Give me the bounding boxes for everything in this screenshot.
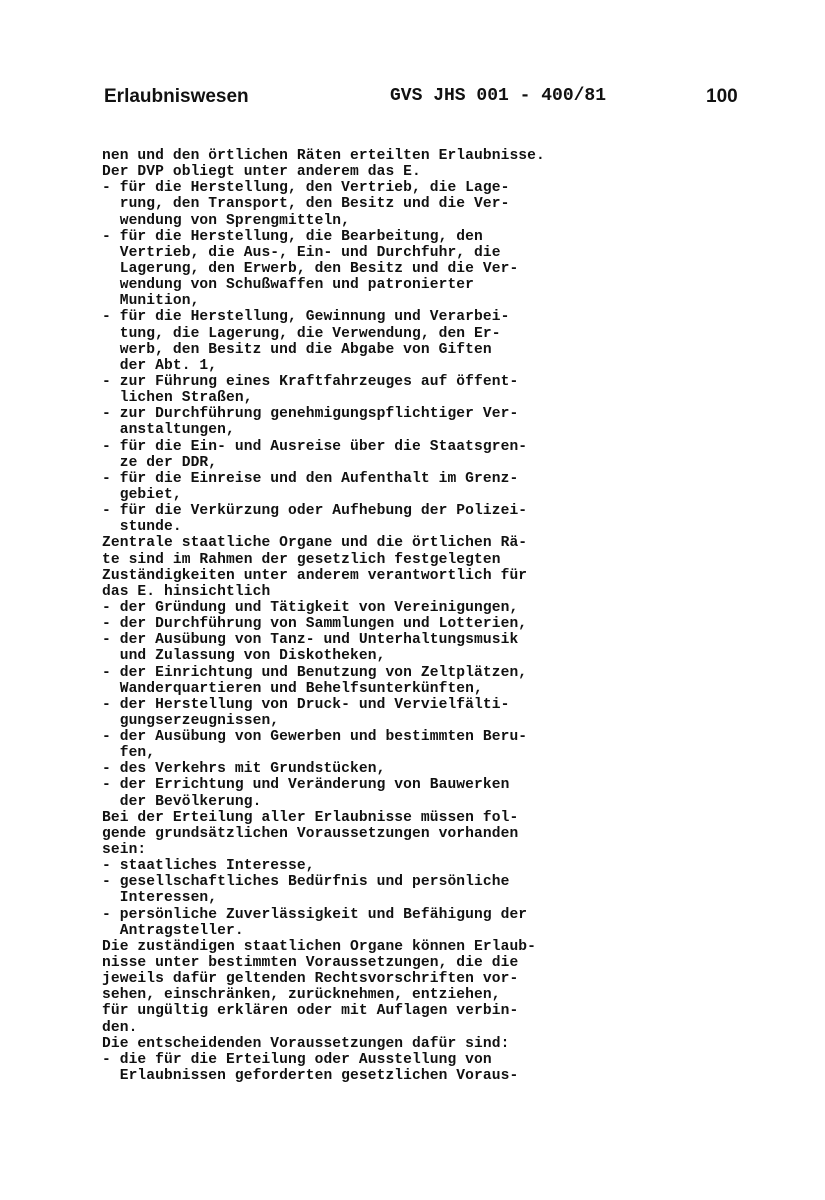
text-line: - staatliches Interesse, (102, 858, 315, 875)
text-line: - der Durchführung von Sammlungen und Lotterien, (102, 616, 528, 633)
text-line: Munition, (102, 293, 200, 310)
text-line: - der Ausübung von Gewerben und bestimmten Beru- (102, 729, 528, 746)
text-line: fen, (102, 745, 156, 762)
text-line: Die entscheidenden Voraussetzungen dafür sind: (102, 1035, 510, 1052)
text-line: - für die Einreise und den Aufenthalt im Grenz- (102, 470, 519, 487)
text-line: gende grundsätzlichen Voraussetzungen vorhanden (102, 825, 519, 842)
text-line: Wanderquartieren und Behelfsunterkünften, (102, 680, 483, 697)
text-line: te sind im Rahmen der gesetzlich festgelegten (102, 551, 501, 568)
text-line: jeweils dafür geltenden Rechtsvorschriften vor- (102, 971, 519, 988)
page-number: 100 (706, 86, 738, 107)
text-line: - des Verkehrs mit Grundstücken, (102, 761, 386, 778)
text-line: - für die Herstellung, die Bearbeitung, den (102, 228, 483, 245)
text-line: - persönliche Zuverlässigkeit und Befähigung der (102, 906, 528, 923)
text-line: - für die Herstellung, den Vertrieb, die Lage- (102, 180, 510, 197)
text-line: - für die Verkürzung oder Aufhebung der Polizei- (102, 503, 528, 520)
text-line: nisse unter bestimmten Voraussetzungen, die die (102, 955, 519, 972)
text-line: werb, den Besitz und die Abgabe von Giften (102, 341, 492, 358)
text-line: wendung von Sprengmitteln, (102, 212, 351, 229)
text-line: sehen, einschränken, zurücknehmen, entziehen, (102, 987, 501, 1004)
body-text (102, 148, 602, 1084)
text-line: Die zuständigen staatlichen Organe können Erlaub- (102, 938, 537, 955)
text-line: der Bevölkerung. (102, 793, 262, 810)
text-line: - für die Ein- und Ausreise über die Staatsgren- (102, 438, 528, 455)
text-line: Interessen, (102, 890, 218, 907)
text-line: - der Gründung und Tätigkeit von Vereinigungen, (102, 599, 519, 616)
text-line: nen und den örtlichen Räten erteilten Erlaubnisse. (102, 148, 545, 164)
text-line: anstaltungen, (102, 422, 235, 439)
text-line: - die für die Erteilung oder Ausstellung von (102, 1051, 492, 1068)
text-line: wendung von Schußwaffen und patronierter (102, 277, 475, 294)
text-line: - für die Herstellung, Gewinnung und Verarbei- (102, 309, 510, 326)
section-title: Erlaubniswesen (104, 86, 249, 107)
text-line: - der Ausübung von Tanz- und Unterhaltungsmusik (102, 632, 519, 649)
text-line: Antragsteller. (102, 922, 244, 939)
text-line: - zur Durchführung genehmigungspflichtiger Ver- (102, 406, 519, 423)
text-line: - der Errichtung und Veränderung von Bauwerken (102, 777, 510, 794)
text-line: - der Einrichtung und Benutzung von Zeltplätzen, (102, 664, 528, 681)
text-line: Vertrieb, die Aus-, Ein- und Durchfuhr, die (102, 244, 501, 261)
text-line: Zuständigkeiten unter anderem verantwortlich für (102, 567, 528, 584)
text-line: Lagerung, den Erwerb, den Besitz und die Ver- (102, 260, 519, 277)
text-line: gebiet, (102, 486, 182, 503)
text-line: Zentrale staatliche Organe und die örtlichen Rä- (102, 535, 528, 552)
text-line: ze der DDR, (102, 454, 218, 471)
text-line: der Abt. 1, (102, 357, 218, 374)
text-line: tung, die Lagerung, die Verwendung, den Er- (102, 325, 501, 342)
text-line: - der Herstellung von Druck- und Vervielfälti- (102, 696, 510, 713)
text-line: stunde. (102, 519, 182, 536)
text-line: Bei der Erteilung aller Erlaubnisse müssen fol- (102, 809, 519, 826)
text-line: Erlaubnissen geforderten gesetzlichen Voraus- (102, 1068, 519, 1085)
text-line: Der DVP obliegt unter anderem das E. (102, 164, 421, 181)
text-line: sein: (102, 842, 147, 859)
text-line: und Zulassung von Diskotheken, (102, 648, 386, 665)
text-line: für ungültig erklären oder mit Auflagen verbin- (102, 1003, 519, 1020)
text-line: - zur Führung eines Kraftfahrzeuges auf öffent- (102, 373, 519, 390)
text-line: das E. hinsichtlich (102, 583, 271, 600)
text-line: - gesellschaftliches Bedürfnis und persönliche (102, 874, 510, 891)
text-line: lichen Straßen, (102, 390, 253, 407)
document-reference: GVS JHS 001 - 400/81 (390, 86, 607, 106)
text-line: rung, den Transport, den Besitz und die Ver- (102, 196, 510, 213)
text-line: gungserzeugnissen, (102, 712, 280, 729)
text-line: den. (102, 1019, 138, 1036)
